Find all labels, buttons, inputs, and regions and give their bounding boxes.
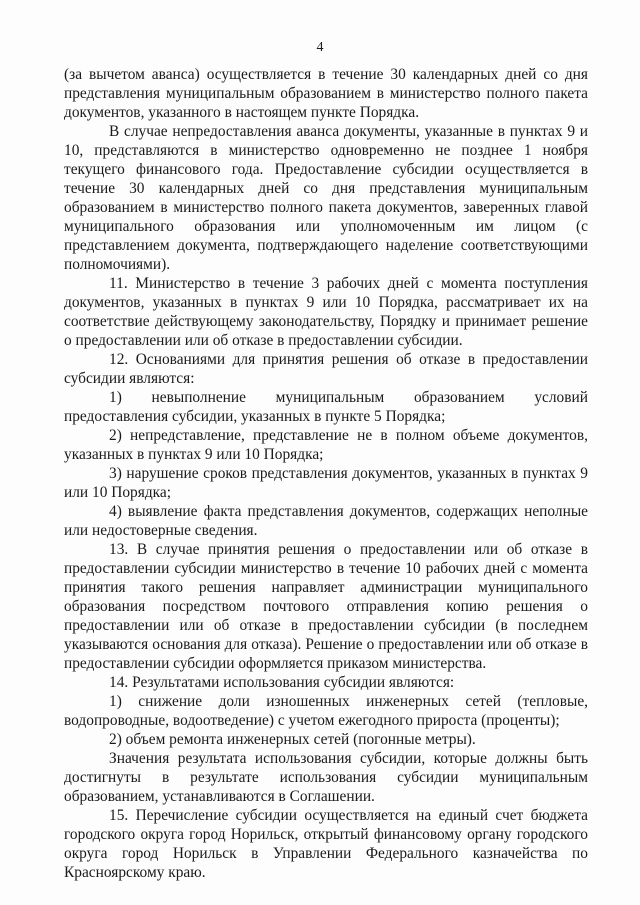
list-item-14-2: 2) объем ремонта инженерных сетей (погонные метры). (109, 731, 476, 748)
paragraph-item-13: 13. В случае принятия решения о предоставлении или об отказе в предоставлении субсидии министерство в течение 10 рабочих дней с момента принятия такого решения направляет администрации муниципального образования посредством почтового отправления копию решения о предоставлении или об отказе в предоставлении субсидии (в последнем указываются основания для отказа). Решение о предоставлении или об отказе в предоставлении субсидии оформляется приказом министерства. (64, 541, 588, 672)
list-item-12-4: 4) выявление факта представления документов, содержащих неполные или недостоверные сведения. (64, 503, 588, 539)
list-item-12-1: 1) невыполнение муниципальным образованием условий предоставления субсидии, указанных в пункте 5 Порядка; (64, 389, 588, 425)
paragraph-item-15: 15. Перечисление субсидии осуществляется на единый счет бюджета городского округа город Норильск, открытый финансовому органу городского округа город Норильск в Управлении Федерального казначейства по Красноярскому краю. (64, 807, 588, 881)
list-item-14-1: 1) снижение доли изношенных инженерных сетей (тепловые, водопроводные, водоотведение) с учетом ежегодного прироста (проценты); (64, 693, 588, 729)
paragraph-item-14: 14. Результатами использования субсидии являются: (109, 674, 455, 691)
paragraph-item-11: 11. Министерство в течение 3 рабочих дней с момента поступления документов, указанных в пунктах 9 или 10 Порядка, рассматривает их на соответствие действующему законодательству, Порядку и принимает решение о предоставлении или об отказе в предоставлении субсидии. (64, 275, 588, 349)
paragraph-advance-continuation: (за вычетом аванса) осуществляется в течение 30 календарных дней со дня представления муниципальным образованием в министерство полного пакета документов, указанного в настоящем пункте Порядка. (64, 66, 588, 121)
paragraph-result-values: Значения результата использования субсидии, которые должны быть достигнуты в результате использования субсидии муниципальным образованием, устанавливаются в Соглашении. (64, 750, 588, 805)
paragraph-no-advance: В случае непредоставления аванса документы, указанные в пунктах 9 и 10, представляются в министерство одновременно не позднее 1 ноября текущего финансового года. Предоставление субсидии осуществляется в течение 30 календарных дней со дня представления муниципальным образованием в министерство полного пакета документов, заверенных главой муниципального образования или уполномоченным им лицом (с представлением документа, подтверждающего наделение соответствующими полномочиями). (64, 123, 588, 273)
list-item-12-3: 3) нарушение сроков представления документов, указанных в пунктах 9 или 10 Порядка; (64, 465, 588, 501)
page-number: 4 (316, 40, 324, 55)
paragraph-item-12: 12. Основаниями для принятия решения об отказе в предоставлении субсидии являются: (64, 351, 588, 387)
list-item-12-2: 2) непредставление, представление не в полном объеме документов, указанных в пунктах 9 или 10 Порядка; (64, 427, 588, 463)
document-body (64, 65, 588, 882)
